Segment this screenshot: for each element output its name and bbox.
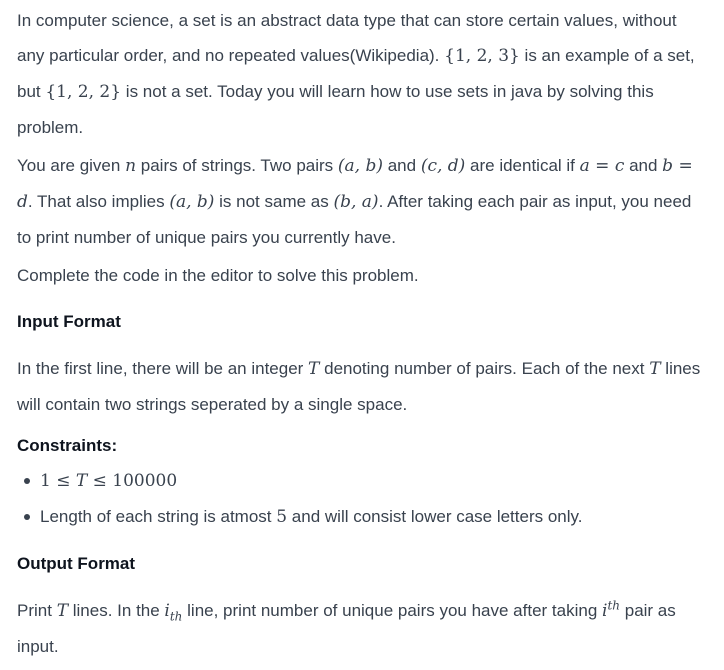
text: pair as input. bbox=[17, 601, 676, 656]
text: Length of each string is atmost bbox=[40, 507, 277, 526]
math-n: n bbox=[125, 156, 137, 176]
list-item bbox=[40, 499, 708, 535]
math-pair-ba: (b, a) bbox=[333, 192, 379, 212]
math-T: T bbox=[649, 359, 661, 379]
text: Print bbox=[17, 601, 57, 620]
text: are identical if bbox=[465, 156, 580, 175]
constraints-list bbox=[17, 463, 708, 535]
input-format-heading: Input Format bbox=[17, 312, 121, 331]
math-i: i bbox=[164, 601, 170, 621]
constraints-heading: Constraints: bbox=[17, 436, 118, 455]
text: In computer science, a set is an abstract data type that can store certain values, without any particular order, and no repeated values(Wikipedia). bbox=[17, 11, 677, 65]
output-format-heading: Output Format bbox=[17, 554, 136, 573]
text: line, print number of unique pairs you have after taking bbox=[182, 601, 603, 620]
text: is an example of a set, but bbox=[17, 46, 695, 101]
text: You are given bbox=[17, 156, 126, 175]
math-pair-cd: (c, d) bbox=[420, 156, 466, 176]
text: denoting number of pairs. Each of the next bbox=[319, 359, 650, 378]
text: . That also implies bbox=[27, 192, 170, 211]
text: lines will contain two strings seperated by a single space. bbox=[17, 359, 701, 414]
input-format-text bbox=[17, 351, 708, 422]
math-subscript-th: th bbox=[169, 609, 183, 624]
text: is not same as bbox=[214, 192, 334, 211]
text: In the first line, there will be an integer bbox=[17, 359, 309, 378]
math-T: T bbox=[308, 359, 320, 379]
editor-instruction: Complete the code in the editor to solve this problem. bbox=[17, 266, 419, 285]
text: and bbox=[624, 156, 663, 175]
output-format-text bbox=[17, 593, 708, 664]
intro-paragraph bbox=[17, 3, 708, 145]
math-T: T bbox=[75, 471, 88, 491]
math-set-example: {1, 2, 3} bbox=[444, 46, 520, 66]
math-pair-ab: (a, b) bbox=[337, 156, 383, 176]
math-pair-ab: (a, b) bbox=[169, 192, 215, 212]
pairs-paragraph bbox=[17, 148, 708, 255]
text: is not a set. Today you will learn how to use sets in java by solving this problem. bbox=[17, 82, 654, 137]
text: lines. In the bbox=[68, 601, 165, 620]
math-b-eq-d: b = d bbox=[17, 156, 693, 212]
math-i: i bbox=[602, 601, 608, 621]
text: . After taking each pair as input, you need to print number of unique pairs you currently have. bbox=[17, 192, 692, 247]
text: and bbox=[383, 156, 421, 175]
math-constraint-lower: 1 ≤ bbox=[40, 471, 76, 491]
math-a-eq-c: a = c bbox=[579, 156, 625, 176]
math-superscript-th: th bbox=[607, 598, 621, 613]
math-constraint-upper: ≤ 100000 bbox=[87, 471, 178, 491]
math-non-set-example: {1, 2, 2} bbox=[45, 82, 122, 102]
text: and will consist lower case letters only. bbox=[287, 507, 583, 526]
math-T: T bbox=[56, 601, 69, 621]
math-five: 5 bbox=[276, 507, 288, 527]
list-item bbox=[40, 463, 708, 499]
text: pairs of strings. Two pairs bbox=[136, 156, 338, 175]
